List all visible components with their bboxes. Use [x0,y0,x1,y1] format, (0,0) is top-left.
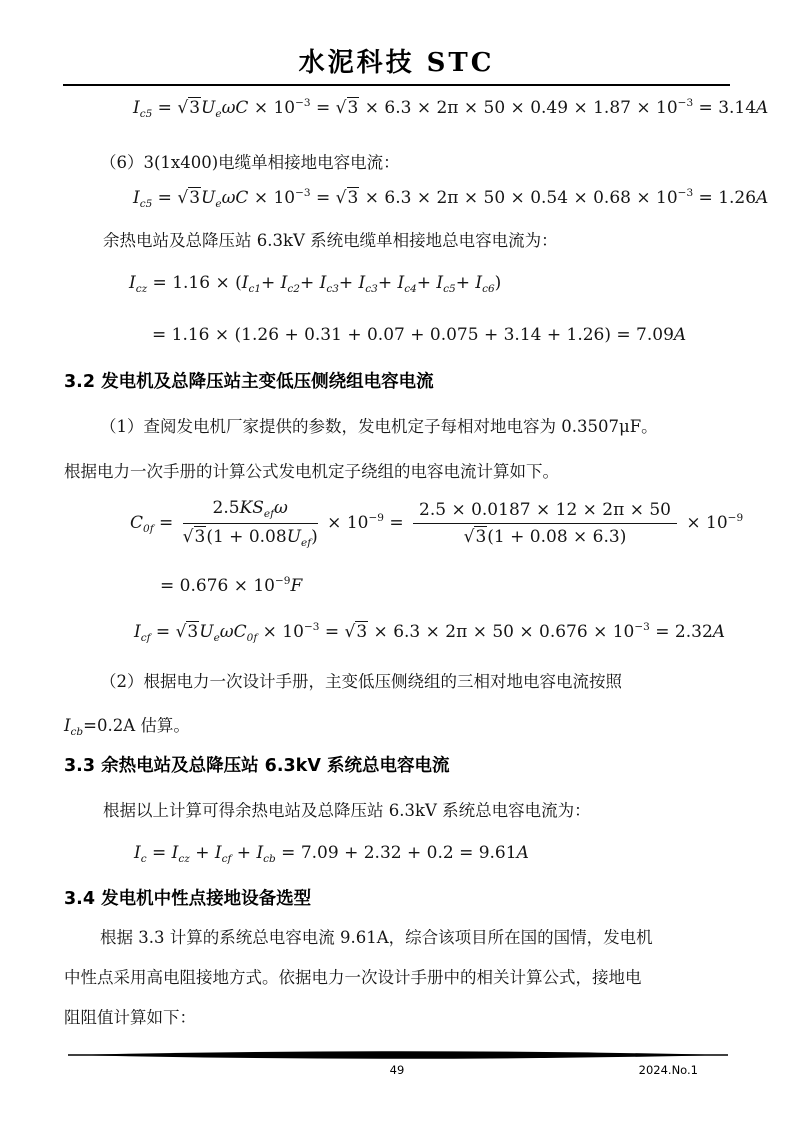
section-heading-3-4: 3.4 发电机中性点接地设备选型 [64,889,312,909]
page-number: 49 [389,1063,405,1077]
paragraph-section34 [64,918,734,1038]
journal-title: 水泥科技 STC [298,48,495,78]
formula-icz-value: = 1.16 × (1.26 + 0.31 + 0.07 + 0.075 + 3.14 + 1.26) = 7.09A [152,325,687,345]
issue-label: 2024.No.1 [638,1063,698,1077]
header-rule [63,84,730,86]
paragraph-handbook-formula: 根据电力一次手册的计算公式发电机定子绕组的电容电流计算如下。 [64,462,559,481]
paragraph-section34-line1: 根据 3.3 计算的系统总电容电流 9.61A，综合该项目所在国的国情，发电机 [100,928,653,947]
section-heading-3-3: 3.3 余热电站及总降压站 6.3kV 系统总电容电流 [64,756,450,776]
paragraph-section34-line3: 阻阻值计算如下： [64,1008,196,1027]
paragraph-cable-total-intro: 余热电站及总降压站 6.3kV 系统电缆单相接地总电容电流为： [103,231,558,250]
paragraph-item6: （6）3(1x400)电缆单相接地电容电流： [100,153,400,172]
formula-ic-total: $I_c = I_{cz} + I_{cf} + I_{cb} = 7.09 + 2.32 + 0.2 = 9.61A$ [134,843,529,865]
section-heading-3-2: 3.2 发电机及总降压站主变低压侧绕组电容电流 [64,372,434,392]
paragraph-item1-stator: （1）查阅发电机厂家提供的参数，发电机定子每相对地电容为 0.3507μF。 [100,417,658,436]
paragraph-total-intro: 根据以上计算可得余热电站及总降压站 6.3kV 系统总电容电流为： [103,801,591,820]
formula-c0f: $C_{0f}$ = $\frac{2.5KS_{ef}\omega}{√3(1 + 0.08U_{ef})}$ × $10^{-9}$ = $\frac{2.5 \times 0.0187 \times 12 \times 2\pi \times 50}{√3(1 + 0.08 \times 6.3)}$ × $10^{-9}$ [130,498,744,549]
paragraph-section34-line2: 中性点采用高电阻接地方式。依据电力一次设计手册中的相关计算公式，接地电 [64,968,642,987]
formula-icz-sum: $I_{cz} = 1.16 \times (I_{c1}+ I_{c2}+ I_{c3}+ I_{c3}+ I_{c4}+ I_{c5}+ I_{c6})$ [129,273,502,295]
formula-ic5-item5: $I_{c5} = √3U_e\omega C \times 10^{-3} = √3 \times 6.3 \times 2\pi \times 50 \times 0.49 \times 1.87 \times 10^{-3} = 3.14A$ [133,97,769,120]
formula-icf: $I_{cf} = √3U_e\omega C_{0f} \times 10^{-3} = √3 \times 6.3 \times 2\pi \times 50 \times 0.676 \times 10^{-3} = 2.32A$ [134,621,726,644]
formula-ic5-item6: $I_{c5} = √3U_e\omega C \times 10^{-3} = √3 \times 6.3 \times 2\pi \times 50 \times 0.54 \times 0.68 \times 10^{-3} = 1.26A$ [133,187,769,210]
footer-rule [68,1049,728,1061]
formula-c0f-value: = $0.676 \times 10^{-9}F$ [160,575,303,596]
paragraph-item2-transformer: （2）根据电力一次设计手册，主变低压侧绕组的三相对地电容电流按照 [100,672,622,691]
paragraph-icb-estimate: $I_{cb}=0.2A$ 估算。 [64,716,190,738]
